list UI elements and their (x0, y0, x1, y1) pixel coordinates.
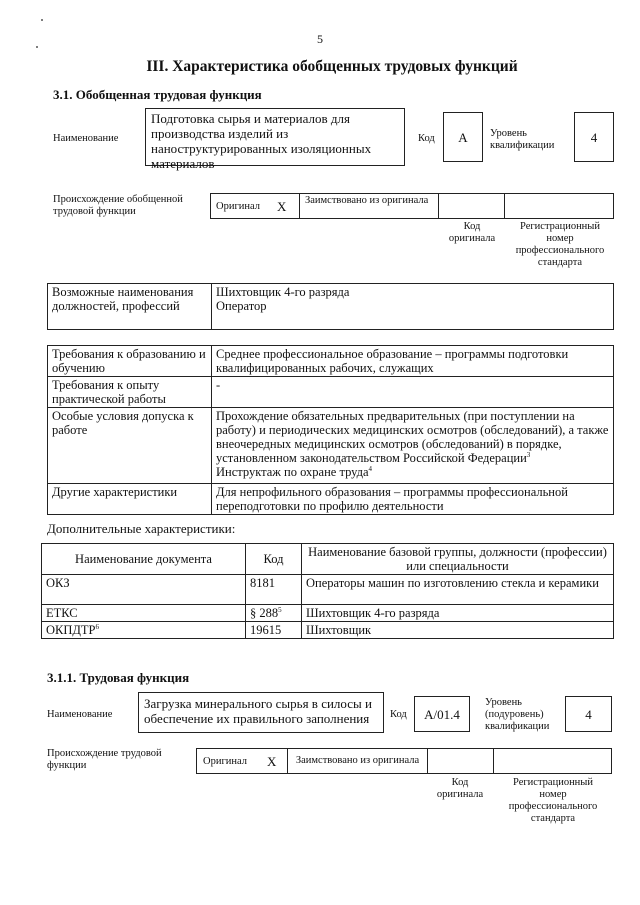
tf-name-value: Загрузка минерального сырья в силосы и обеспечение их правильного заполнения (138, 692, 384, 733)
req-value: Среднее профессиональное образование – программы подготовки квалифицированных рабочих, служащих (212, 346, 614, 377)
req-safety-text: Инструктаж по охране труда (216, 465, 369, 479)
scan-speck (36, 46, 38, 48)
gtf-reg-number-caption: Регистрационный номер профессионального стандарта (515, 221, 605, 268)
tf-borrowed-cell: Заимствовано из оригинала (287, 748, 428, 774)
col-header-name: Наименование базовой группы, должности (профессии) или специальности (302, 544, 614, 575)
position-item: Шихтовщик 4-го разряда (216, 285, 350, 299)
tf-level-value: 4 (565, 696, 612, 732)
tf-origin-label: Происхождение трудовой функции (47, 748, 162, 771)
tf-reg-number-caption: Регистрационный номер профессионального стандарта (508, 777, 598, 824)
req-medical-text: Прохождение обязательных предварительных (при поступлении на работу) и периодических медицинских осмотров (обследований), а также внеочередных медицинских осмотров (обследований) в порядке, установленном законодательством Российской Федерации (216, 409, 609, 465)
additional-table (41, 543, 614, 639)
additional-heading: Дополнительные характеристики: (47, 521, 236, 536)
table-cell-doc: ЕТКС (42, 605, 246, 622)
tf-level-label: Уровень (подуровень) квалификации (485, 697, 550, 732)
col-header-code: Код (246, 544, 302, 575)
gtf-code-original-cell (438, 193, 505, 219)
positions-values (212, 284, 614, 330)
tf-code-value: A/01.4 (414, 696, 470, 732)
tf-name-label: Наименование (47, 709, 113, 720)
req-value (212, 408, 614, 484)
table-cell-name: Шихтовщик 4-го разряда (302, 605, 614, 622)
gtf-original-label: Оригинал (216, 201, 260, 212)
gtf-borrowed-cell: Заимствовано из оригинала (299, 193, 439, 219)
req-label: Требования к образованию и обучению (48, 346, 212, 377)
gtf-heading: 3.1. Обобщенная трудовая функция (53, 87, 262, 102)
footnote-ref: 4 (368, 464, 373, 473)
gtf-name-label: Наименование (53, 133, 119, 144)
table-cell-doc: ОКПДТР$^6$ (42, 622, 246, 639)
footnote-ref: 3 (526, 450, 531, 459)
gtf-code-original-caption: Код оригинала (448, 221, 496, 244)
gtf-code-value: A (443, 112, 483, 162)
table-cell-name: Операторы машин по изготовлению стекла и керамики (302, 575, 614, 605)
gtf-name-value: Подготовка сырья и материалов для производства изделий из наноструктурированных изоляционных материалов (145, 108, 405, 166)
positions-table (47, 283, 614, 330)
requirements-table (47, 345, 614, 515)
gtf-origin-label: Происхождение обобщенной трудовой функции (53, 194, 183, 217)
req-label: Особые условия допуска к работе (48, 408, 212, 484)
gtf-level-label: Уровень квалификации (490, 128, 555, 151)
tf-code-original-cell (427, 748, 494, 774)
req-label: Другие характеристики (48, 484, 212, 515)
tf-code-original-caption: Код оригинала (436, 777, 484, 800)
table-cell-code: 19615 (246, 622, 302, 639)
tf-code-label: Код (390, 709, 407, 720)
gtf-code-label: Код (418, 133, 435, 144)
table-cell-name: Шихтовщик (302, 622, 614, 639)
tf-origin-original-cell (196, 748, 288, 774)
req-label: Требования к опыту практической работы (48, 377, 212, 408)
gtf-reg-number-cell (504, 193, 614, 219)
tf-original-label: Оригинал (203, 756, 247, 767)
req-value: Для непрофильного образования – программы профессиональной переподготовки по профилю деятельности (212, 484, 614, 515)
table-cell-doc: ОКЗ (42, 575, 246, 605)
tf-original-mark: X (267, 754, 277, 769)
tf-reg-number-cell (493, 748, 612, 774)
positions-label: Возможные наименования должностей, профессий (48, 284, 212, 330)
gtf-origin-original-cell (210, 193, 300, 219)
req-value: - (212, 377, 614, 408)
tf-heading: 3.1.1. Трудовая функция (47, 670, 190, 685)
col-header-doc: Наименование документа (42, 544, 246, 575)
page-number: 5 (317, 32, 323, 46)
position-item: Оператор (216, 299, 267, 313)
table-cell-code: 8181 (246, 575, 302, 605)
gtf-level-value: 4 (574, 112, 614, 162)
gtf-original-mark: X (277, 199, 287, 214)
section-title: III. Характеристика обобщенных трудовых функций (146, 58, 518, 75)
table-cell-code: § $288^5$ (246, 605, 302, 622)
scan-speck (41, 19, 43, 21)
